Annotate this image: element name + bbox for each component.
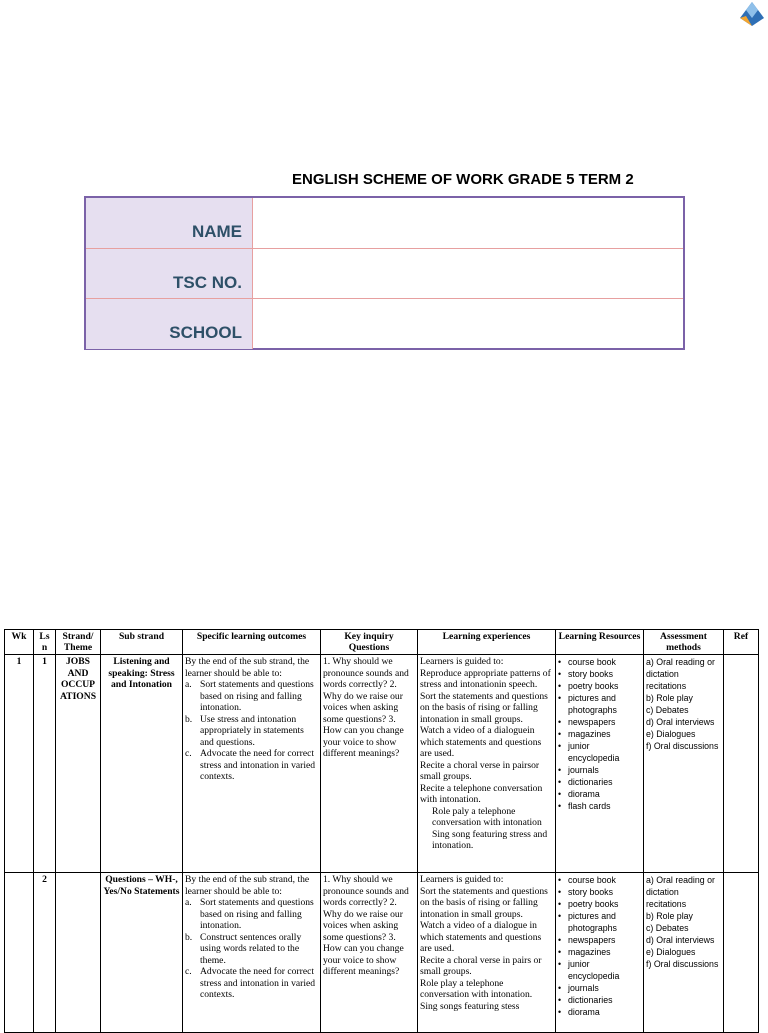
experience-line: Sort the statements and questions on the basis of rising or falling intonation in small groups.: [420, 690, 548, 725]
name-field-row[interactable]: [86, 198, 683, 248]
header-strand: Strand/ Theme: [56, 630, 101, 655]
sub-strand-cell: Questions – WH-, Yes/No Statements: [101, 873, 183, 1033]
resource-item: • newspapers: [558, 717, 616, 727]
experience-line: Role play a telephone conversation with intonation.: [420, 977, 533, 1000]
resource-item: • pictures and photographs: [558, 911, 617, 933]
resource-item: • flash cards: [558, 801, 611, 811]
table-header-row: [5, 630, 759, 655]
experience-line: Role paly a telephone conversation with intonation: [432, 805, 542, 828]
outcomes-cell: [183, 655, 321, 873]
outcome-item: c. Advocate the need for correct stress and intonation in varied contexts.: [185, 966, 316, 1000]
resource-item: • journals: [558, 983, 599, 993]
header-lesson: Ls n: [34, 630, 56, 655]
assessment-item: b) Role play: [646, 911, 693, 921]
header-learning-resources: Learning Resources: [556, 630, 644, 655]
header-learning-experiences: Learning experiences: [418, 630, 556, 655]
resource-item: • diorama: [558, 1007, 600, 1017]
assessment-item: a) Oral reading or dictation recitations: [646, 875, 715, 909]
resource-item: • journals: [558, 765, 599, 775]
assessment-item: e) Dialogues: [646, 947, 696, 957]
resource-item: • course book: [558, 657, 616, 667]
outcomes-intro: By the end of the sub strand, the learner should be able to:: [185, 874, 310, 897]
outcome-item: a. Sort statements and questions based on rising and falling intonation.: [185, 897, 314, 931]
outcome-item: b. Construct sentences orally using words related to the theme.: [185, 931, 302, 966]
experience-line: Recite a choral verse in pairs or small groups.: [420, 954, 542, 977]
header-sub-strand: Sub strand: [101, 630, 183, 655]
header-inquiry-questions: Key inquiry Questions: [321, 630, 418, 655]
learning-experiences-cell: Learners is guided to: Sort the statements and questions on the basis of rising or falling intonation in small groups. Watch a video of a dialogue in which statements and questions are used. Recite a choral verse in pairs or small groups. Role play a telephone conversation with intonation. Sing songs featuring stess: [418, 873, 556, 1033]
resource-item: • magazines: [558, 729, 611, 739]
tsc-label: TSC NO.: [173, 273, 242, 292]
week-cell: 1: [5, 655, 34, 873]
assessment-item: d) Oral interviews: [646, 717, 715, 727]
assessment-cell: [644, 655, 724, 873]
learning-experiences-cell: Learners is guided to: Reproduce appropriate patterns of stress and intonationin speech. Sort the statements and questions on the basis of rising or falling intonation in small groups. Watch a video of a dialoguein which statements and questions are used. Recite a choral verse in pairsor small groups. Recite a telephone conversation with intonation. Role paly a telephone conversation with intonation Sing song featuring stress and intonation.: [418, 655, 556, 873]
assessment-item: d) Oral interviews: [646, 935, 715, 945]
resources-cell: [556, 655, 644, 873]
assessment-item: f) Oral discussions: [646, 741, 719, 751]
ref-cell: [724, 873, 759, 1033]
outcomes-intro: By the end of the sub strand, the learner should be able to:: [185, 656, 310, 679]
strand-cell: [56, 873, 101, 1033]
experience-line: Sing songs featuring stess: [420, 1000, 520, 1012]
week-cell: [5, 873, 34, 1033]
outcome-item: a. Sort statements and questions based on rising and falling intonation.: [185, 679, 314, 713]
tsc-field-row[interactable]: [86, 249, 683, 299]
name-label: NAME: [191, 222, 242, 241]
resources-cell: [556, 873, 644, 1033]
experience-line: Reproduce appropriate patterns of stress and intonationin speech.: [420, 667, 551, 690]
resource-item: • poetry books: [558, 681, 619, 691]
inquiry-questions-cell: 1. Why should we pronounce sounds and words correctly? 2. Why do we raise our voices when asking some questions? 3. How can you change your voice to show different meanings?: [321, 873, 418, 1033]
assessment-item: c) Debates: [646, 705, 689, 715]
experience-line: Watch a video of a dialoguein which statements and questions are used.: [420, 725, 542, 759]
teacher-info-box: [84, 196, 685, 350]
inquiry-questions-cell: 1. Why should we pronounce sounds and words correctly? 2. Why do we raise our voices when asking some questions? 3. How can you change your voice to show different meanings?: [321, 655, 418, 873]
resource-item: • junior encyclopedia: [558, 959, 620, 981]
resource-item: • newspapers: [558, 935, 616, 945]
experience-line: Sing song featuring stress and intonation.: [432, 828, 548, 851]
assessment-item: a) Oral reading or dictation recitations: [646, 657, 715, 691]
resource-item: • story books: [558, 669, 613, 679]
assessment-item: b) Role play: [646, 693, 693, 703]
resource-item: • dictionaries: [558, 995, 613, 1005]
assessment-cell: [644, 873, 724, 1033]
lesson-cell: 1: [34, 655, 56, 873]
resource-item: • pictures and photographs: [558, 693, 617, 715]
lesson-cell: 2: [34, 873, 56, 1033]
header-week: Wk: [5, 630, 34, 655]
experience-line: Sort the statements and questions on the basis of rising or falling intonation in small groups.: [420, 885, 548, 920]
sub-strand-cell: Listening and speaking: Stress and Intonation: [101, 655, 183, 873]
resource-item: • magazines: [558, 947, 611, 957]
resource-item: • dictionaries: [558, 777, 613, 787]
resource-item: • diorama: [558, 789, 600, 799]
resource-item: • story books: [558, 887, 613, 897]
table-row: [5, 873, 759, 1033]
resource-item: • poetry books: [558, 899, 619, 909]
experience-line: Recite a choral verse in pairsor small groups.: [420, 759, 540, 782]
header-assessment-methods: Assessment methods: [644, 630, 724, 655]
table-row: [5, 655, 759, 873]
header-learning-outcomes: Specific learning outcomes: [183, 630, 321, 655]
assessment-item: c) Debates: [646, 923, 689, 933]
outcome-item: b. Use stress and intonation appropriately in statements and questions.: [185, 713, 304, 748]
outcome-item: c. Advocate the need for correct stress and intonation in varied contexts.: [185, 748, 316, 782]
school-field-row[interactable]: [86, 299, 683, 349]
assessment-item: f) Oral discussions: [646, 959, 719, 969]
assessment-item: e) Dialogues: [646, 729, 696, 739]
strand-cell: JOBS AND OCCUP ATIONS: [56, 655, 101, 873]
header-ref: Ref: [724, 630, 759, 655]
experience-line: Recite a telephone conversation with intonation.: [420, 782, 543, 805]
page-title: ENGLISH SCHEME OF WORK GRADE 5 TERM 2: [292, 171, 634, 188]
scheme-of-work-table: [4, 629, 759, 1033]
outcomes-cell: [183, 873, 321, 1033]
school-label: SCHOOL: [169, 323, 242, 342]
logo-icon: [736, 0, 768, 28]
resource-item: • course book: [558, 875, 616, 885]
resource-item: • junior encyclopedia: [558, 741, 620, 763]
ref-cell: [724, 655, 759, 873]
experience-line: Watch a video of a dialogue in which statements and questions are used.: [420, 920, 542, 954]
